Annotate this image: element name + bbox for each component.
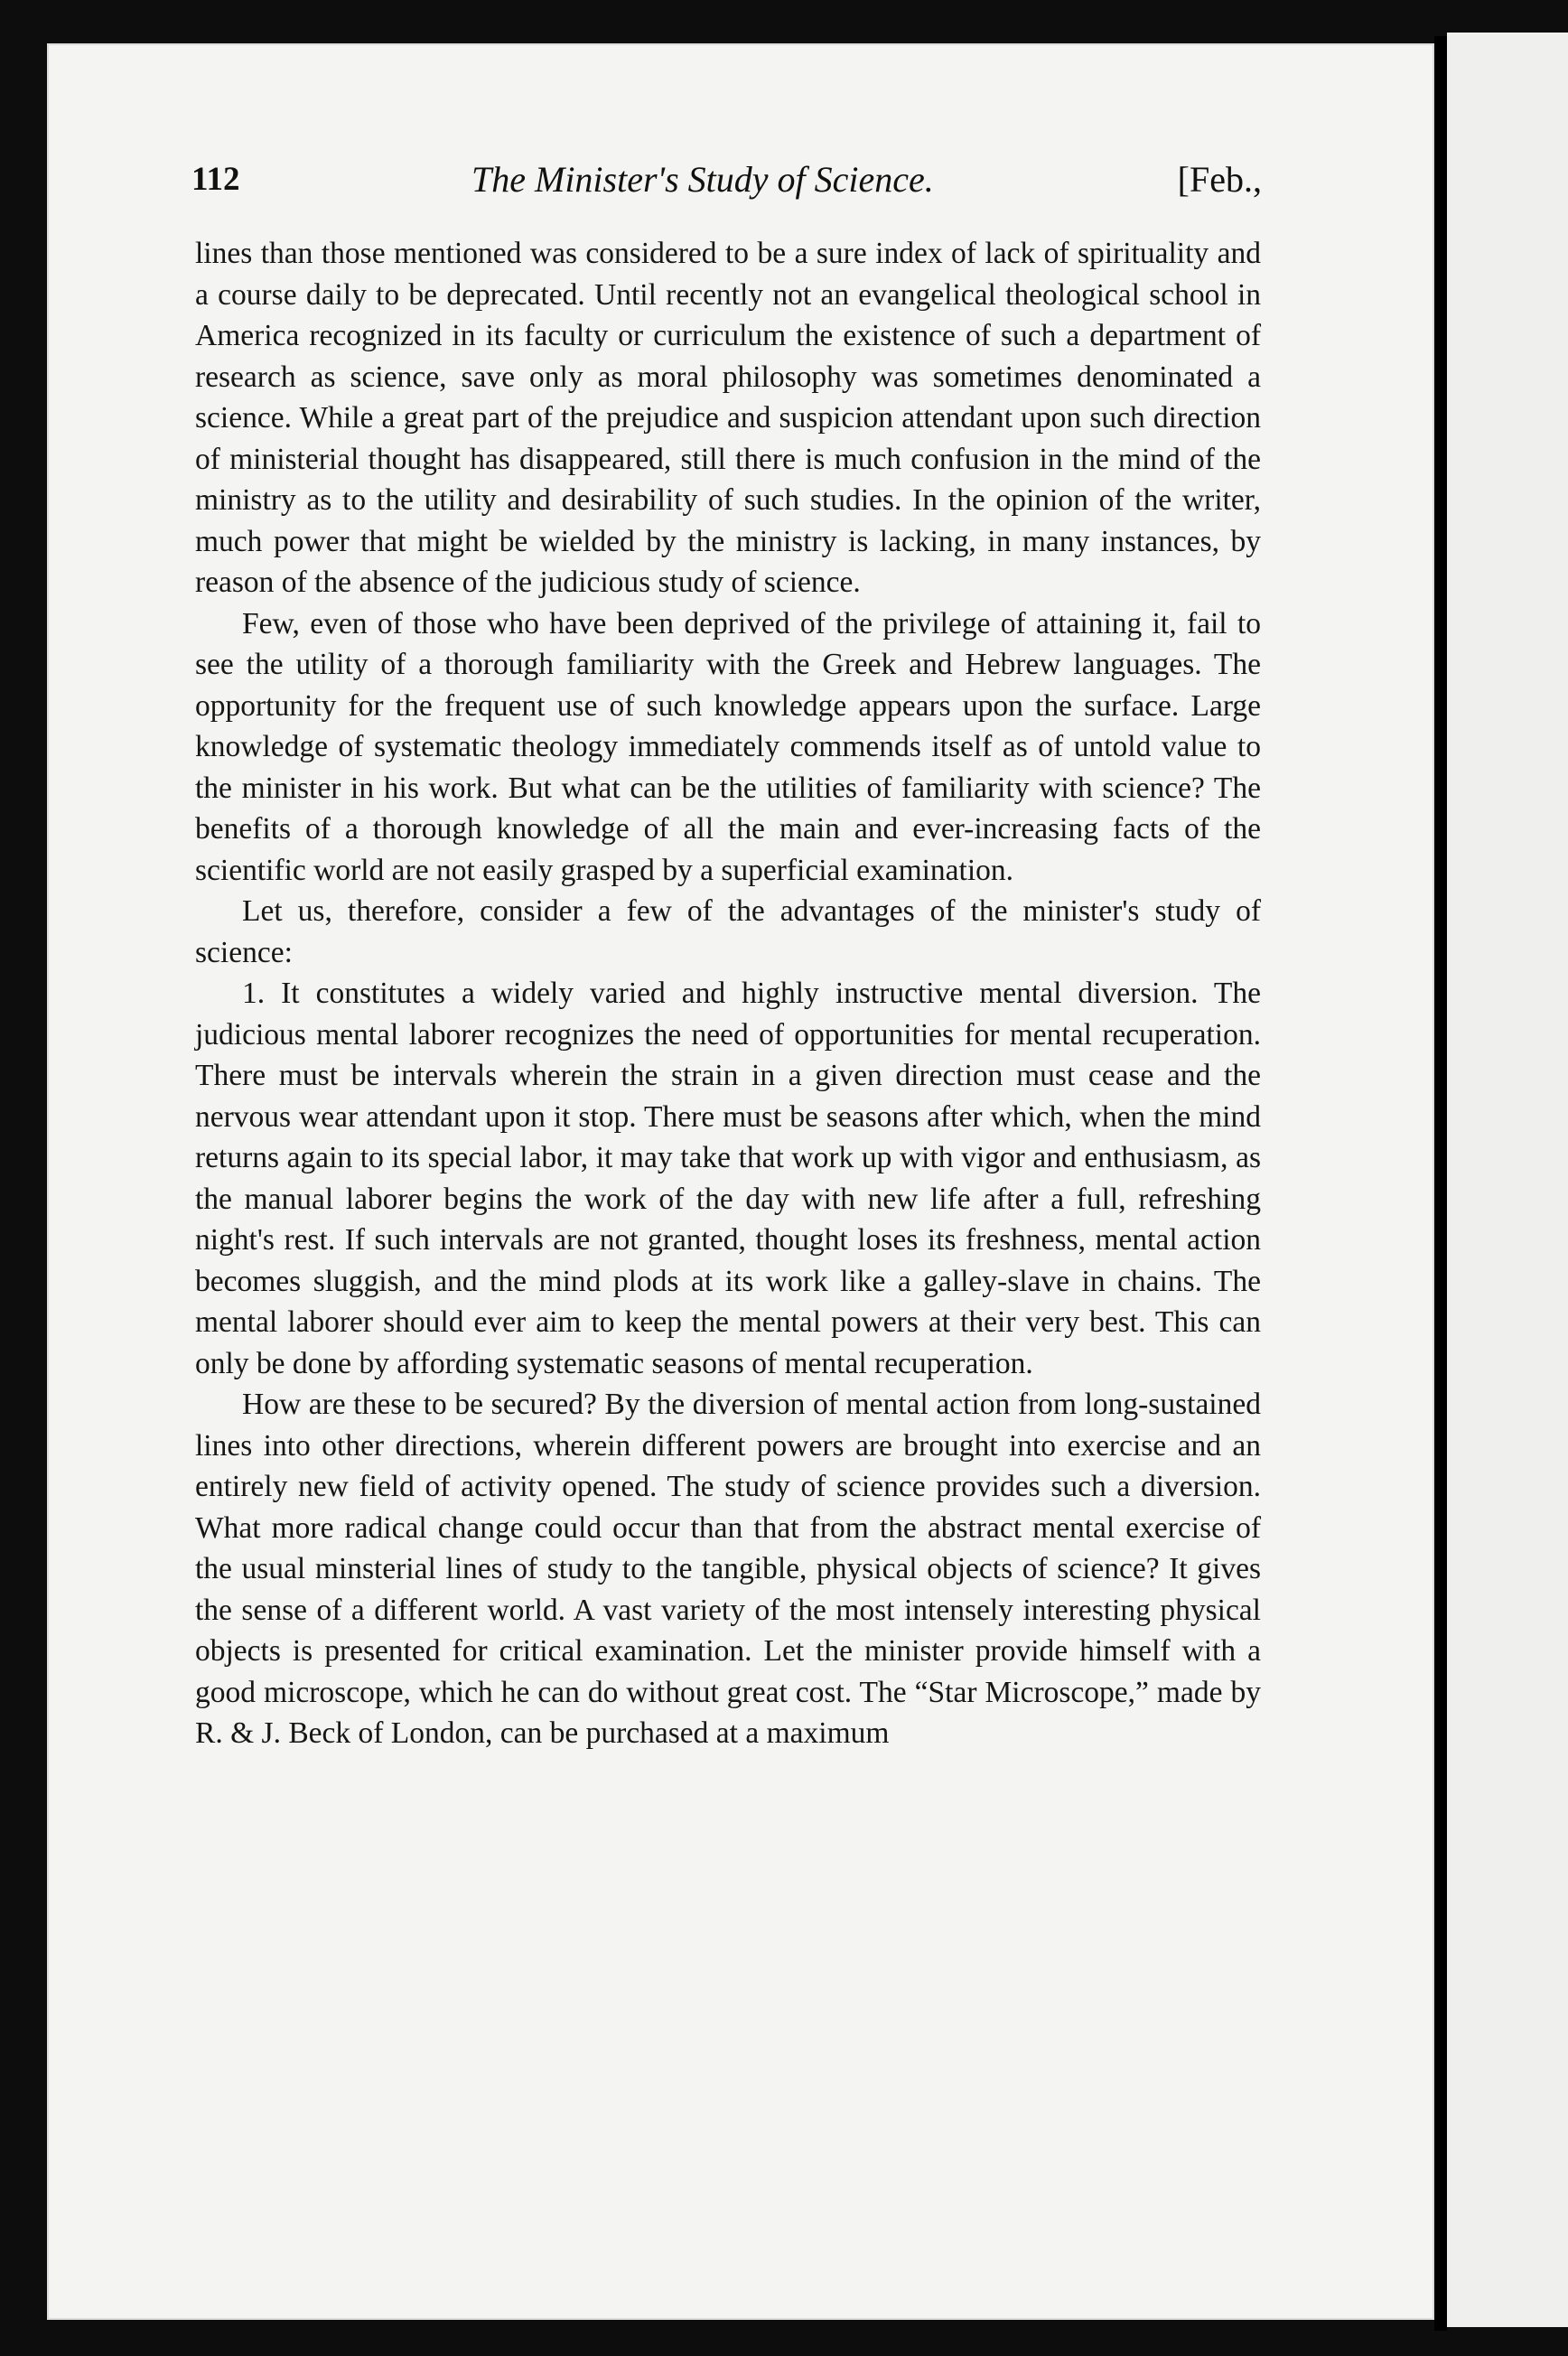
header-month: [Feb., [1177,159,1262,200]
page-body [195,233,1261,1754]
paragraph-continued: lines than those mentioned was considered to be a sure index of lack of spirituality and a course daily to be deprecated. Until recently not an evangelical theological school in America recognized in its faculty or curriculum the existence of such a department of research as science, save only as moral philosophy was sometimes denominated a science. While a great part of the prejudice and suspicion attendant upon such direction of ministerial thought has disappeared, still there is much confusion in the mind of the ministry as to the utility and desirability of such studies. In the opinion of the writer, much power that might be wielded by the ministry is lacking, in many instances, by reason of the absence of the judicious study of science. [195,237,1261,599]
facing-page-edge [1447,33,1568,2327]
running-title: The Minister's Study of Science. [471,159,934,200]
running-header [191,158,1262,212]
book-gutter [1434,36,1447,2331]
paragraph-numbered-1: 1. It constitutes a widely varied and highly instructive mental diversion. The judicious mental laborer recognizes the need of opportunities for mental recuperation. There must be intervals wherein the strain in a given direction must cease and the nervous wear attendant upon it stop. There must be seasons after which, when the mind returns again to its special labor, it may take that work up with vigor and enthusiasm, as the manual laborer begins the work of the day with new life after a full, refreshing night's rest. If such intervals are not granted, thought loses its freshness, mental action becomes sluggish, and the mind plods at its work like a galley-slave in chains. The mental laborer should ever aim to keep the mental powers at their very best. This can only be done by affording systematic seasons of mental recuperation. [195,977,1261,1380]
paragraph: Few, even of those who have been deprived of the privilege of attaining it, fail to see the utility of a thorough familiarity with the Greek and Hebrew languages. The opportunity for the frequent use of such knowledge appears upon the surface. Large knowledge of systematic theology immediately commends itself as of untold value to the minister in his work. But what can be the utilities of familiarity with science? The benefits of a thorough knowledge of all the main and ever-increasing facts of the scientific world are not easily grasped by a superficial examination. [195,606,1261,887]
paragraph: How are these to be secured? By the diversion of mental action from long-sustained lines into other directions, wherein different powers are brought into exercise and an entirely new field of activity opened. The study of science provides such a diversion. What more radical change could occur than that from the abstract mental exercise of the usual minsterial lines of study to the tangible, physical objects of science? It gives the sense of a different world. A vast variety of the most intensely interesting physical objects is presented for critical examination. Let the minister provide himself with a good microscope, which he can do without great cost. The “Star Microscope,” made by R. & J. Beck of London, can be purchased at a maximum [195,1388,1261,1750]
page-number: 112 [191,161,240,198]
paragraph: Let us, therefore, consider a few of the advantages of the minister's study of science: [195,894,1261,969]
